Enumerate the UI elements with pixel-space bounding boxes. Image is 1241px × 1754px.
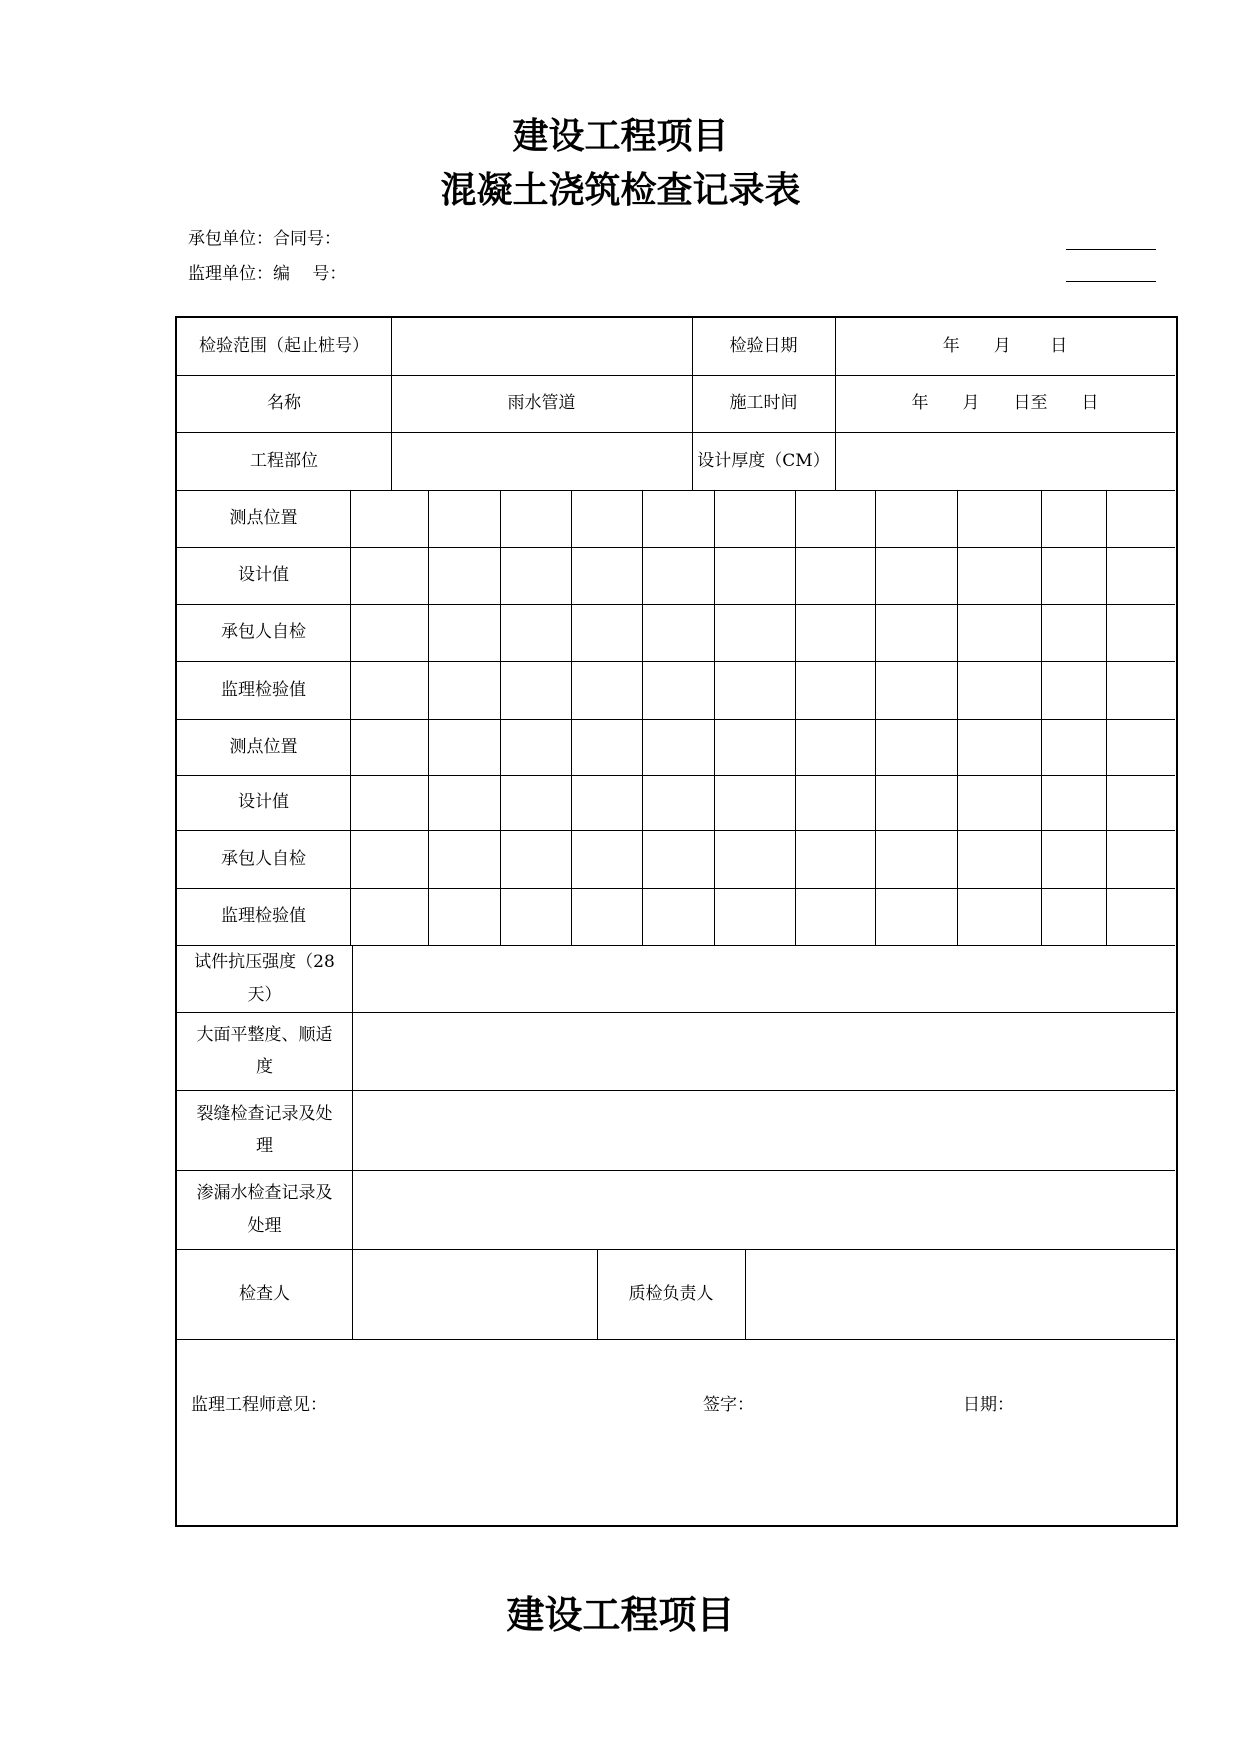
grid-value-cell[interactable] [500,830,571,888]
grid-value-cell[interactable] [875,775,957,830]
grid-value-cell[interactable] [1041,888,1106,945]
construction-time-label: 施工时间 [729,393,798,414]
grid-value-cell[interactable] [500,661,571,719]
grid-value-cell[interactable] [795,661,875,719]
grid-value-cell[interactable] [500,888,571,945]
grid-value-cell[interactable] [957,604,1041,661]
date-label: 日期： [963,1395,1014,1416]
grid-value-cell[interactable] [1041,719,1106,775]
name-label: 名称 [267,393,301,414]
strength-label: 试件抗压强度（28 天） [194,952,335,1005]
qc-value[interactable] [745,1249,1175,1339]
location-label: 工程部位 [250,450,318,471]
grid-value-cell[interactable] [1041,604,1106,661]
grid-value-cell[interactable] [875,719,957,775]
grid-row-label: 测点位置 [229,508,298,529]
grid-value-cell[interactable] [1106,547,1175,604]
grid-value-cell[interactable] [795,547,875,604]
inspection-range-label: 检验范围（起止桩号） [199,336,369,357]
grid-value-cell[interactable] [1106,604,1175,661]
grid-row-label: 监理检验值 [221,679,306,700]
grid-value-cell[interactable] [795,490,875,547]
grid-value-cell[interactable] [795,830,875,888]
grid-row-label: 承包人自检 [221,622,306,643]
grid-value-cell[interactable] [1106,719,1175,775]
grid-value-cell[interactable] [1041,490,1106,547]
strength-value[interactable] [352,945,1175,1012]
grid-value-cell[interactable] [1106,775,1175,830]
inspection-date-value[interactable]: 年 月 日 [942,336,1068,357]
grid-value-cell[interactable] [957,490,1041,547]
grid-value-cell[interactable] [428,547,500,604]
grid-value-cell[interactable] [714,830,795,888]
grid-value-cell[interactable] [500,604,571,661]
grid-value-cell[interactable] [428,830,500,888]
design-thickness-label: 设计厚度（CM） [697,450,830,471]
grid-value-cell[interactable] [714,547,795,604]
grid-value-cell[interactable] [350,661,428,719]
grid-value-cell[interactable] [500,547,571,604]
seepage-label: 渗漏水检查记录及 处理 [196,1183,333,1236]
grid-value-cell[interactable] [957,888,1041,945]
location-value[interactable] [391,432,692,490]
engineer-opinion-area[interactable] [177,1339,1175,1524]
grid-value-cell[interactable] [350,888,428,945]
grid-value-cell[interactable] [1106,830,1175,888]
grid-line [177,1339,1175,1340]
grid-value-cell[interactable] [957,547,1041,604]
name-value[interactable]: 雨水管道 [507,393,576,414]
grid-value-cell[interactable] [957,830,1041,888]
grid-value-cell[interactable] [500,490,571,547]
contractor-line: 承包单位：合同号： [188,229,341,249]
grid-value-cell[interactable] [350,830,428,888]
form-title: 混凝土浇筑检查记录表 [440,170,801,211]
inspection-date-label: 检验日期 [729,336,798,357]
grid-value-cell[interactable] [714,719,795,775]
engineer-opinion-label: 监理工程师意见： [191,1395,327,1416]
grid-value-cell[interactable] [957,661,1041,719]
grid-row-label: 设计值 [238,565,289,586]
grid-value-cell[interactable] [795,775,875,830]
grid-value-cell[interactable] [500,719,571,775]
grid-value-cell[interactable] [875,547,957,604]
grid-value-cell[interactable] [350,547,428,604]
grid-value-cell[interactable] [1041,547,1106,604]
grid-value-cell[interactable] [1106,888,1175,945]
grid-value-cell[interactable] [642,604,714,661]
grid-value-cell[interactable] [957,775,1041,830]
grid-value-cell[interactable] [428,604,500,661]
grid-row-label: 测点位置 [229,736,298,757]
grid-value-cell[interactable] [875,604,957,661]
grid-value-cell[interactable] [350,775,428,830]
grid-value-cell[interactable] [428,719,500,775]
grid-value-cell[interactable] [428,490,500,547]
grid-value-cell[interactable] [571,719,642,775]
grid-value-cell[interactable] [500,775,571,830]
grid-value-cell[interactable] [642,775,714,830]
flatness-value[interactable] [352,1012,1175,1090]
inspector-label: 检查人 [239,1283,290,1304]
document-title: 建设工程项目 [512,116,729,157]
design-thickness-value[interactable] [835,432,1175,490]
grid-value-cell[interactable] [714,888,795,945]
grid-value-cell[interactable] [571,490,642,547]
grid-value-cell[interactable] [642,490,714,547]
grid-value-cell[interactable] [714,775,795,830]
grid-value-cell[interactable] [571,830,642,888]
grid-value-cell[interactable] [714,604,795,661]
construction-time-value[interactable]: 年 月 日至 日 [911,393,1099,414]
grid-value-cell[interactable] [571,604,642,661]
qc-label: 质检负责人 [628,1283,714,1304]
next-page-title: 建设工程项目 [506,1593,735,1637]
inspection-form [175,316,1178,1527]
grid-value-cell[interactable] [571,661,642,719]
flatness-label: 大面平整度、顺适 度 [196,1024,333,1077]
grid-value-cell[interactable] [714,490,795,547]
contract-number-underline [1066,249,1156,250]
grid-value-cell[interactable] [875,888,957,945]
grid-row-label: 设计值 [238,792,289,813]
grid-value-cell[interactable] [1041,775,1106,830]
grid-value-cell[interactable] [350,719,428,775]
signature-label: 签字： [703,1395,754,1416]
grid-value-cell[interactable] [1106,490,1175,547]
inspector-value[interactable] [352,1249,597,1339]
grid-value-cell[interactable] [642,719,714,775]
grid-value-cell[interactable] [795,604,875,661]
grid-value-cell[interactable] [795,719,875,775]
grid-value-cell[interactable] [642,547,714,604]
grid-value-cell[interactable] [1041,661,1106,719]
supervisor-line: 监理单位：编 号： [188,264,347,284]
grid-value-cell[interactable] [1106,661,1175,719]
grid-value-cell[interactable] [350,490,428,547]
grid-value-cell[interactable] [642,888,714,945]
grid-value-cell[interactable] [795,888,875,945]
crack-label: 裂缝检查记录及处 理 [196,1103,333,1156]
crack-value[interactable] [352,1090,1175,1170]
grid-value-cell[interactable] [642,830,714,888]
serial-number-underline [1066,281,1156,282]
grid-value-cell[interactable] [428,661,500,719]
grid-value-cell[interactable] [642,661,714,719]
grid-value-cell[interactable] [428,888,500,945]
seepage-value[interactable] [352,1170,1175,1249]
grid-value-cell[interactable] [350,604,428,661]
grid-value-cell[interactable] [875,661,957,719]
grid-value-cell[interactable] [428,775,500,830]
grid-row-label: 承包人自检 [221,848,306,869]
grid-value-cell[interactable] [875,830,957,888]
grid-value-cell[interactable] [571,888,642,945]
grid-value-cell[interactable] [714,661,795,719]
grid-value-cell[interactable] [875,490,957,547]
grid-row-label: 监理检验值 [221,906,306,927]
grid-value-cell[interactable] [1041,830,1106,888]
grid-value-cell[interactable] [957,719,1041,775]
grid-value-cell[interactable] [571,775,642,830]
inspection-range-value[interactable] [391,318,692,375]
grid-value-cell[interactable] [571,547,642,604]
